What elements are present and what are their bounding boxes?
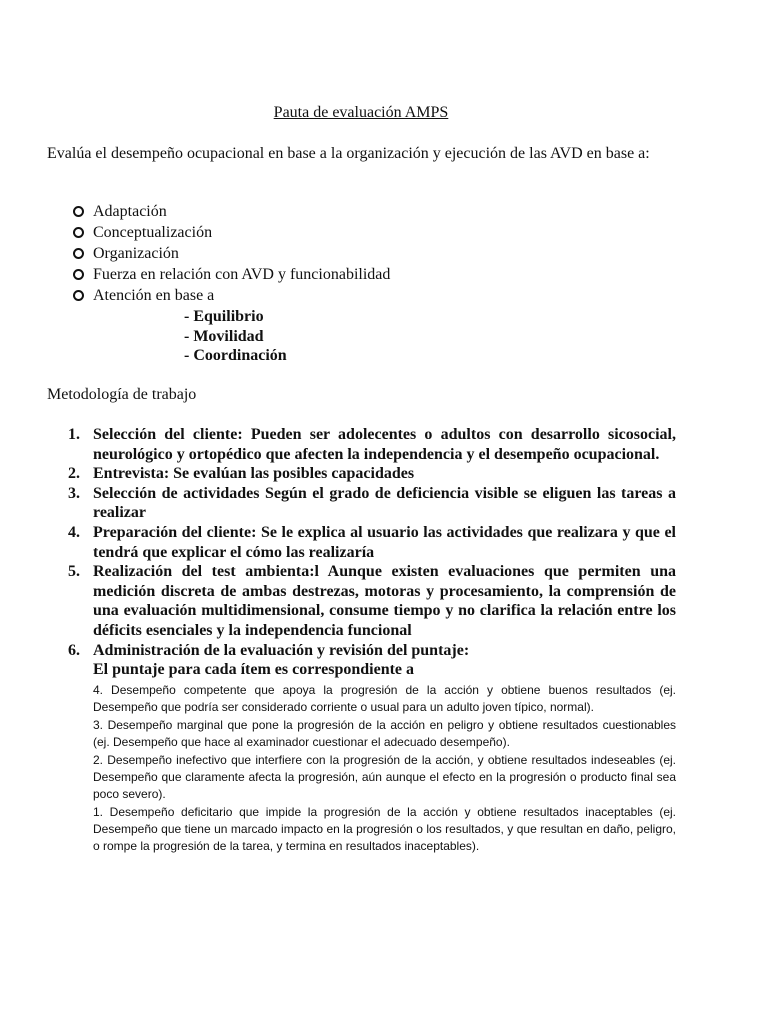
step-text: Administración de la evaluación y revisión del puntaje: [93, 641, 470, 659]
score-item: 2. Desempeño inefectivo que interfiere con la progresión de la acción, y obtiene resultados indeseables (ej. Desempeño que claramente afecta la progresión, aún aunque el efecto en la progresión o producto final sea poco severo). [93, 752, 676, 801]
sublist-item: - Coordinación [184, 347, 287, 364]
list-item [72, 201, 390, 222]
step-item [68, 523, 676, 562]
score-item: 1. Desempeño deficitario que impide la progresión de la acción y obtiene resultados inaceptables (ej. Desempeño que tiene un marcado impacto en la progresión o los resultados, y que resultan en daño, peligro, o rompe la progresión de la tarea, y termina en resultados inaceptables). [93, 804, 676, 853]
score-item: 3. Desempeño marginal que pone la progresión de la acción en peligro y obtiene resultados cuestionables (ej. Desempeño que hace al examinador cuestionar el adecuado desempeño). [93, 717, 676, 749]
circle-bullet-icon [73, 269, 84, 280]
step-item [68, 641, 676, 855]
step-text: Entrevista: Se evalúan las posibles capacidades [93, 465, 415, 483]
step-text: Realización del test ambienta:l Aunque existen evaluaciones que permiten una medición discreta de ambas destrezas, motoras y procesamiento, la comprensión de una evaluación multidimensional, consume tiempo y no clarifica la relación entre los déficits esenciales y la independencia funcional [93, 563, 676, 639]
list-item [72, 285, 390, 306]
attention-sublist [184, 307, 287, 366]
step-item [68, 484, 676, 523]
list-item-label: Fuerza en relación con AVD y funcionabilidad [93, 266, 391, 283]
document-title: Pauta de evaluación AMPS [273, 104, 449, 121]
sublist-item: - Equilibrio [184, 308, 264, 325]
step-text: Selección del cliente: Pueden ser adolecentes o adultos con desarrollo sicosocial, neurológico y ortopédico que afecten la independencia y el desempeño ocupacional. [93, 426, 676, 463]
circle-bullet-icon [73, 290, 84, 301]
list-item [72, 222, 390, 243]
circle-bullet-icon [73, 248, 84, 259]
score-item: 4. Desempeño competente que apoya la progresión de la acción y obtiene buenos resultados (ej. Desempeño que podría ser considerado corriente o usual para un adulto joven típico, normal). [93, 682, 676, 714]
sublist-item: - Movilidad [184, 327, 264, 345]
step-number: 6. [68, 641, 80, 659]
step-item [68, 464, 676, 484]
list-item [72, 264, 390, 285]
list-item-label: Conceptualización [93, 224, 213, 241]
step-item [68, 562, 676, 640]
list-item-label: Organización [93, 245, 179, 262]
methodology-heading: Metodología de trabajo [47, 386, 197, 403]
intro-paragraph: Evalúa el desempeño ocupacional en base a la organización y ejecución de las AVD en base a: [47, 145, 650, 162]
step-number: 3. [68, 484, 80, 502]
score-intro: El puntaje para cada ítem es correspondiente a [93, 661, 415, 679]
step-item [68, 425, 676, 464]
step-text: Selección de actividades Según el grado de deficiencia visible se eliguen las tareas a realizar [93, 484, 676, 522]
step-text: Preparación del cliente: Se le explica al usuario las actividades que realizara y que el tendrá que explicar el cómo las realizaría [93, 523, 676, 561]
step-number: 5. [68, 563, 80, 581]
list-item-label: Atención en base a [93, 287, 215, 304]
circle-bullet-icon [73, 227, 84, 238]
step-number: 1. [68, 426, 80, 443]
list-item-label: Adaptación [93, 203, 167, 220]
step-number: 4. [68, 523, 80, 541]
score-list [93, 682, 676, 855]
criteria-list [72, 201, 390, 306]
methodology-steps [68, 425, 676, 856]
step-number: 2. [68, 465, 80, 483]
list-item [72, 243, 390, 264]
circle-bullet-icon [73, 206, 84, 217]
